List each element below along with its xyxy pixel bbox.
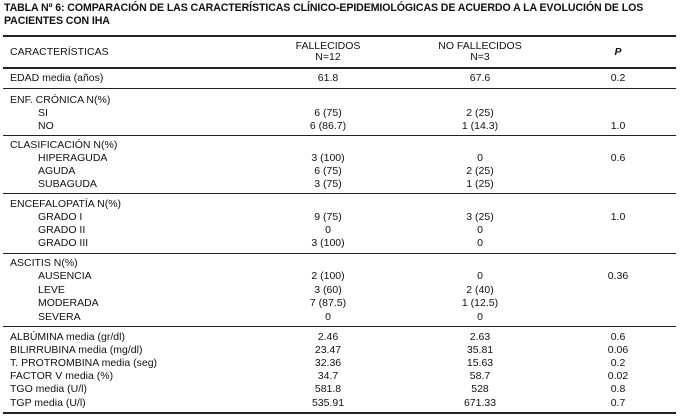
row-label: GRADO III: [38, 237, 89, 249]
row-p: 0.6: [610, 152, 626, 164]
row-p: 0.2: [610, 357, 626, 369]
row-label: CLASIFICACIÓN N(%): [10, 139, 118, 151]
row-survived: 2 (25): [466, 107, 494, 119]
row-p: 0.8: [610, 383, 626, 395]
header-deceased-n: N=12: [315, 51, 341, 63]
table-row: [0, 237, 680, 250]
table-row: [0, 297, 680, 310]
row-deceased: 6 (86.7): [309, 120, 347, 132]
table-row: [0, 211, 680, 224]
header-bottom-rule: [3, 67, 676, 69]
row-survived: 0: [477, 311, 483, 323]
table-row: [0, 107, 680, 120]
table-row: [0, 284, 680, 297]
table-top-rule: [3, 35, 676, 37]
table-row: [0, 397, 680, 410]
table-caption: TABLA Nº 6: COMPARACIÓN DE LAS CARACTERÍSTICAS CLÍNICO-EPIDEMIOLÓGICAS DE ACUERDO A LA EVOLUCIÓN DE LOS PACIENTES CON IHA: [4, 2, 644, 27]
row-label: TGP media (U/l): [10, 397, 86, 409]
table-row: [0, 331, 680, 344]
header-deceased: [270, 41, 386, 63]
row-label: EDAD media (años): [10, 72, 104, 84]
row-label: SUBAGUDA: [38, 178, 97, 190]
row-deceased: 34.7: [317, 370, 339, 382]
section-heading: [0, 94, 680, 107]
row-survived: 2 (25): [466, 165, 494, 177]
row-survived: 0: [477, 152, 483, 164]
table-row: [0, 370, 680, 383]
row-deceased: 3 (60): [314, 284, 342, 296]
table-bottom-rule: [3, 412, 676, 414]
table-row: [0, 357, 680, 370]
row-survived: 528: [471, 383, 489, 395]
header-survived-n: N=3: [470, 51, 490, 63]
row-label: ENCEFALOPATÍA N(%): [10, 198, 122, 210]
row-label: TGO media (U/l): [10, 383, 88, 395]
row-label: GRADO I: [38, 211, 83, 223]
row-deceased: 3 (100): [311, 237, 345, 249]
row-deceased: 32.36: [314, 357, 342, 369]
row-label: SEVERA: [38, 311, 81, 323]
section-heading: [0, 257, 680, 270]
row-label: ENF. CRÓNICA N(%): [10, 94, 111, 106]
row-deceased: 6 (75): [314, 165, 342, 177]
row-label: BILIRRUBINA media (mg/dl): [10, 344, 143, 356]
row-label: T. PROTROMBINA media (seg): [10, 357, 158, 369]
row-deceased: 3 (100): [311, 152, 345, 164]
table-row: [0, 178, 680, 191]
header-survived-label: NO FALLECIDOS: [438, 40, 522, 52]
section-rule: [3, 88, 676, 89]
section-rule: [3, 193, 676, 194]
row-label: AGUDA: [38, 165, 76, 177]
row-label: SI: [38, 107, 48, 119]
row-deceased: 61.8: [317, 72, 339, 84]
row-survived: 2 (40): [466, 284, 494, 296]
row-survived: 15.63: [466, 357, 494, 369]
table-row: [0, 120, 680, 133]
row-label: ALBÚMINA media (gr/dl): [10, 331, 125, 343]
row-deceased: 3 (75): [314, 178, 342, 190]
header-characteristics: CARACTERÍSTICAS: [10, 46, 109, 58]
row-deceased: 7 (87.5): [309, 297, 347, 309]
row-label: HIPERAGUDA: [38, 152, 108, 164]
row-survived: 35.81: [466, 344, 494, 356]
row-deceased: 581.8: [314, 383, 342, 395]
row-p: 0.2: [610, 72, 626, 84]
section-rule: [3, 253, 676, 254]
header-deceased-label: FALLECIDOS: [295, 40, 361, 52]
row-label: MODERADA: [38, 297, 99, 309]
row-p: 0.7: [610, 397, 626, 409]
row-survived: 58.7: [469, 370, 491, 382]
row-label: FACTOR V media (%): [10, 370, 114, 382]
table-row: [0, 311, 680, 324]
row-survived: 671.33: [463, 397, 497, 409]
row-p: 1.0: [610, 211, 626, 223]
table-row: [0, 383, 680, 396]
row-survived: 67.6: [469, 72, 491, 84]
row-survived: 1 (25): [466, 178, 494, 190]
row-survived: 3 (25): [466, 211, 494, 223]
table-row: [0, 224, 680, 237]
row-p: 0.6: [610, 331, 626, 343]
row-deceased: 6 (75): [314, 107, 342, 119]
row-deceased: 535.91: [311, 397, 345, 409]
row-p: 0.36: [607, 270, 629, 282]
row-label: AUSENCIA: [38, 270, 92, 282]
section-heading: [0, 139, 680, 152]
row-survived: 0: [477, 224, 483, 236]
row-p: 0.02: [607, 370, 629, 382]
row-deceased: 9 (75): [314, 211, 342, 223]
row-survived: 0: [477, 237, 483, 249]
table-row: [0, 270, 680, 283]
row-deceased: 0: [325, 311, 331, 323]
row-survived: 2.63: [469, 331, 491, 343]
row-label: GRADO II: [38, 224, 86, 236]
section-heading: [0, 198, 680, 211]
row-label: ASCITIS N(%): [10, 257, 78, 269]
table-row: [0, 152, 680, 165]
row-deceased: 0: [325, 224, 331, 236]
header-p: P: [614, 46, 622, 58]
row-p: 0.06: [607, 344, 629, 356]
row-deceased: 2.46: [317, 331, 339, 343]
row-deceased: 23.47: [314, 344, 342, 356]
section-rule: [3, 135, 676, 136]
table-row: [0, 165, 680, 178]
row-label: NO: [38, 120, 54, 132]
row-survived: 0: [477, 270, 483, 282]
header-survived: [420, 41, 540, 63]
row-p: 1.0: [610, 120, 626, 132]
table-row: [0, 72, 680, 85]
row-survived: 1 (12.5): [461, 297, 499, 309]
row-survived: 1 (14.3): [461, 120, 499, 132]
table-row: [0, 344, 680, 357]
row-deceased: 2 (100): [311, 270, 345, 282]
row-label: LEVE: [38, 284, 65, 296]
section-rule: [3, 326, 676, 327]
